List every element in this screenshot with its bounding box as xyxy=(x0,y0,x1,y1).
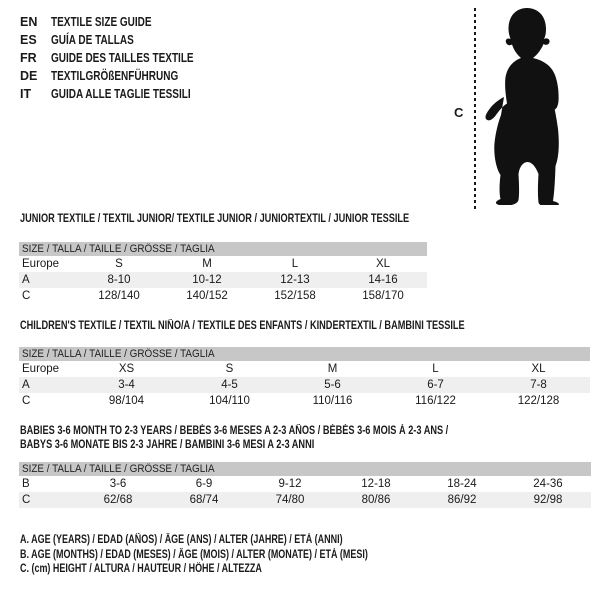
table-cell: 10-12 xyxy=(192,274,222,286)
table-cell: 68/74 xyxy=(189,494,219,506)
size-header-bar: SIZE / TALLA / TAILLE / GRÖSSE / TAGLIA xyxy=(19,347,590,361)
table-row-age xyxy=(19,377,590,393)
language-code: ES xyxy=(20,33,37,47)
table-row-height xyxy=(19,393,590,409)
table-cell: 158/170 xyxy=(362,290,404,302)
table-cell: 24-36 xyxy=(533,478,563,490)
row-label: A xyxy=(22,379,30,391)
babies-section-title: BABIES 3-6 MONTH TO 2-3 YEARS / BEBÉS 3-6 MESES A 2-3 AÑOS / BÉBÉS 3-6 MOIS À 2-3 ANS / BABYS 3-6 MONATE BIS 2-3 JAHRE / BAMBINI 3-6 MESI A 2-3 ANNI xyxy=(20,425,449,451)
language-row-es xyxy=(20,31,229,49)
language-row-fr xyxy=(20,49,229,67)
table-cell: 3-4 xyxy=(118,379,135,391)
table-cell: 122/128 xyxy=(517,395,560,407)
junior-section-title: JUNIOR TEXTILE / TEXTIL JUNIOR/ TEXTILE JUNIOR / JUNIORTEXTIL / JUNIOR TESSILE xyxy=(20,213,410,225)
language-code: FR xyxy=(20,51,37,65)
table-cell: 104/110 xyxy=(209,395,250,407)
row-label: B xyxy=(22,478,30,490)
table-row-sizes xyxy=(19,256,427,272)
table-cell: 74/80 xyxy=(275,494,305,506)
footnote-a: A. AGE (YEARS) / EDAD (AÑOS) / ÂGE (ANS) / ALTER (JAHRE) / ETÀ (ANNI) xyxy=(20,534,343,546)
table-cell: M xyxy=(327,363,338,375)
language-row-it xyxy=(20,85,229,103)
table-cell: 92/98 xyxy=(533,494,563,506)
language-code: IT xyxy=(20,87,32,101)
table-cell: 128/140 xyxy=(98,290,140,302)
table-cell: 80/86 xyxy=(361,494,391,506)
table-cell: 12-13 xyxy=(280,274,310,286)
table-cell: 152/158 xyxy=(274,290,316,302)
table-cell: 9-12 xyxy=(278,478,302,490)
table-cell: 3-6 xyxy=(109,478,127,490)
toddler-silhouette-icon xyxy=(481,5,573,205)
table-cell: S xyxy=(115,258,123,270)
size-header-bar: SIZE / TALLA / TAILLE / GRÖSSE / TAGLIA xyxy=(19,242,427,256)
table-cell: L xyxy=(432,363,439,375)
footnote-c: C. (cm) HEIGHT / ALTURA / HAUTEUR / HÖHE / ALTEZZA xyxy=(20,563,262,575)
row-label: Europe xyxy=(22,363,60,375)
table-cell: 62/68 xyxy=(103,494,133,506)
height-dashed-line xyxy=(474,8,476,209)
table-cell: 4-5 xyxy=(221,379,238,391)
table-row-height xyxy=(19,492,591,508)
table-cell: 140/152 xyxy=(186,290,228,302)
language-label: GUÍA DE TALLAS xyxy=(51,33,134,47)
table-row-sizes xyxy=(19,361,590,377)
row-label: C xyxy=(22,290,31,302)
table-cell: 14-16 xyxy=(368,274,398,286)
table-cell: 5-6 xyxy=(324,379,341,391)
table-cell: 110/116 xyxy=(312,395,353,407)
footnote-legend xyxy=(20,534,466,578)
table-cell: M xyxy=(202,258,212,270)
row-label: Europe xyxy=(22,258,60,270)
junior-size-table xyxy=(19,242,427,304)
table-cell: 6-7 xyxy=(427,379,444,391)
table-cell: S xyxy=(225,363,234,375)
row-label: C xyxy=(22,395,31,407)
row-label: A xyxy=(22,274,30,286)
table-cell: 116/122 xyxy=(415,395,456,407)
table-cell: L xyxy=(291,258,299,270)
table-cell: 86/92 xyxy=(447,494,477,506)
language-row-en xyxy=(20,13,229,31)
footnote-b: B. AGE (MONTHS) / EDAD (MESES) / ÂGE (MOIS) / ALTER (MONATE) / ETÀ (MESI) xyxy=(20,548,368,561)
children-section-title: CHILDREN'S TEXTILE / TEXTIL NIÑO/A / TEXTILE DES ENFANTS / KINDERTEXTIL / BAMBINI TESSILE xyxy=(20,320,465,332)
table-cell: 12-18 xyxy=(361,478,391,490)
children-size-table xyxy=(19,347,590,409)
table-row-age-months xyxy=(19,476,591,492)
table-cell: XL xyxy=(531,363,546,375)
table-cell: 98/104 xyxy=(108,395,145,407)
table-row-age xyxy=(19,272,427,288)
babies-size-table xyxy=(19,462,591,508)
height-measure-label: C xyxy=(454,105,464,120)
language-label: TEXTILE SIZE GUIDE xyxy=(51,15,152,29)
table-row-height xyxy=(19,288,427,304)
table-cell: 8-10 xyxy=(107,274,131,286)
language-row-de xyxy=(20,67,229,85)
language-code: EN xyxy=(20,15,38,29)
table-cell: XS xyxy=(118,363,135,375)
language-list xyxy=(20,13,229,103)
row-label: C xyxy=(22,494,31,506)
table-cell: 18-24 xyxy=(447,478,477,490)
language-label: TEXTILGRÖßENFÜHRUNG xyxy=(51,69,179,83)
language-label: GUIDE DES TAILLES TEXTILE xyxy=(51,51,194,65)
table-cell: XL xyxy=(375,258,391,270)
table-cell: 7-8 xyxy=(530,379,547,391)
size-header-bar: SIZE / TALLA / TAILLE / GRÖSSE / TAGLIA xyxy=(19,462,591,476)
language-label: GUIDA ALLE TAGLIE TESSILI xyxy=(51,87,191,101)
table-cell: 6-9 xyxy=(195,478,213,490)
language-code: DE xyxy=(20,69,38,83)
